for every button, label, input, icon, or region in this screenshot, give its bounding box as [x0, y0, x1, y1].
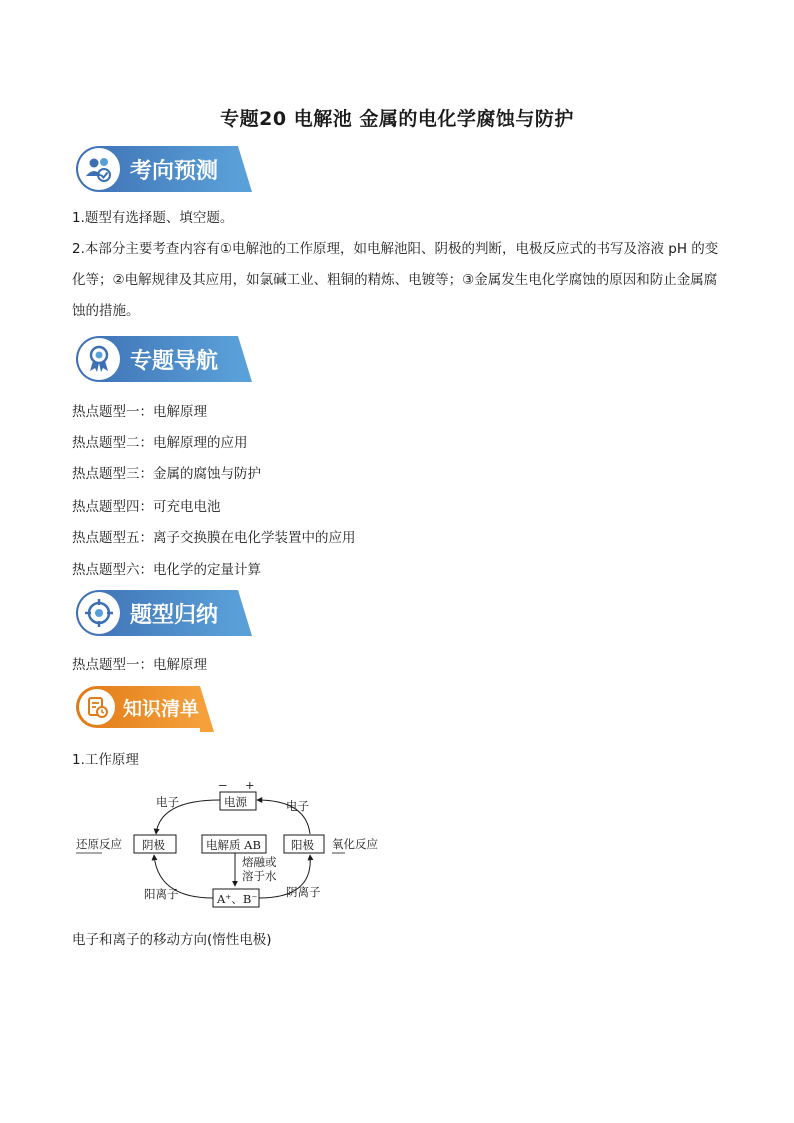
- nav-item-4: 热点题型四：可充电电池: [72, 499, 221, 515]
- page-title: 专题20 电解池 金属的电化学腐蚀与防护: [220, 108, 574, 130]
- diagram-caption: 电子和离子的移动方向(惰性电极): [72, 932, 272, 948]
- forecast-line-2: 2.本部分主要考查内容有①电解池的工作原理，如电解池阳、阴极的判断，电极反应式的书写及溶液 pH 的变化等；②电解规律及其应用，如氯碱工业、粗铜的精炼、电镀等；③金属发生电化学腐蚀的原因和防止金属腐蚀的措施。: [72, 241, 719, 319]
- anion-label: 阴离子: [286, 885, 321, 899]
- nav-item-2: 热点题型二：电解原理的应用: [72, 435, 248, 451]
- nav-item-1: 热点题型一：电解原理: [72, 404, 207, 420]
- clipboard-clock-icon: [79, 689, 115, 725]
- power-source-label: 电源: [224, 795, 247, 809]
- induction-item: 热点题型一：电解原理: [72, 657, 207, 673]
- forecast-line-1: 1.题型有选择题、填空题。: [72, 210, 234, 226]
- oxidation-reaction-label: 氧化反应: [332, 837, 378, 851]
- electron-label-left: 电子: [156, 795, 179, 809]
- electrolyte-label: 电解质 AB: [206, 838, 261, 852]
- reduction-reaction-label: 还原反应: [76, 837, 122, 851]
- cathode-label: 阴极: [142, 838, 165, 852]
- section-banner-knowledge: [76, 686, 200, 728]
- target-icon: [78, 592, 120, 634]
- dissociation-label-2: 溶于水: [242, 869, 277, 883]
- power-minus-sign: −: [218, 778, 228, 792]
- cation-label: 阳离子: [144, 887, 179, 901]
- nav-item-3: 热点题型三：金属的腐蚀与防护: [72, 466, 261, 482]
- anode-label: 阳极: [291, 838, 314, 852]
- electrolysis-diagram: [70, 778, 400, 914]
- power-plus-sign: +: [245, 778, 255, 792]
- electron-label-right: 电子: [286, 799, 309, 813]
- section-label-forecast: 考向预测: [130, 158, 219, 184]
- ions-label: A⁺、B⁻: [217, 892, 258, 906]
- people-check-icon: [78, 148, 120, 190]
- section-label-induction: 题型归纳: [130, 602, 219, 628]
- nav-item-5: 热点题型五：离子交换膜在电化学装置中的应用: [72, 530, 356, 546]
- award-ribbon-icon: [78, 338, 120, 380]
- section-label-navigation: 专题导航: [130, 348, 219, 374]
- section-banner-induction: [76, 590, 238, 636]
- section-label-knowledge: 知识清单: [123, 697, 200, 720]
- dissociation-label-1: 熔融或: [242, 855, 277, 869]
- nav-item-6: 热点题型六：电化学的定量计算: [72, 562, 261, 578]
- section-banner-forecast: [76, 146, 238, 192]
- section-banner-navigation: [76, 336, 238, 382]
- knowledge-heading: 1.工作原理: [72, 752, 139, 768]
